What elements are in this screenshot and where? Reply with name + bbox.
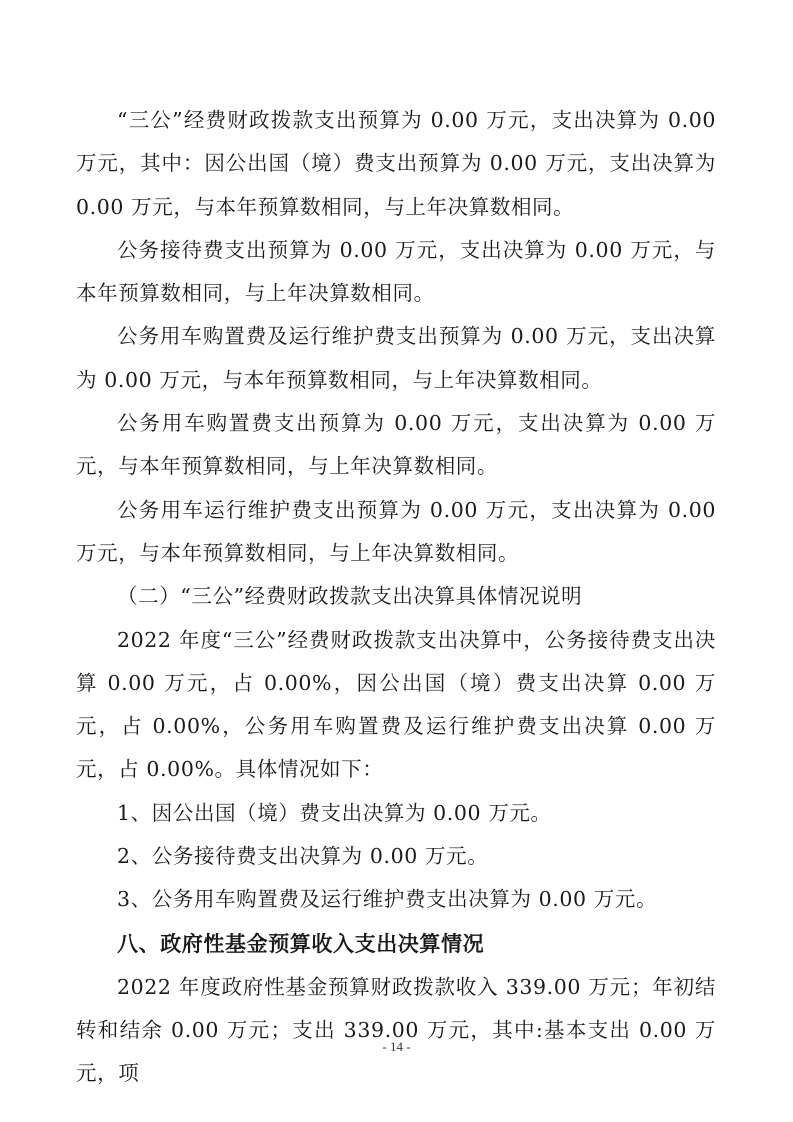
paragraph-vehicle-maintenance: 公务用车运行维护费支出预算为 0.00 万元，支出决算为 0.00 万元，与本年预算数相同，与上年决算数相同。 <box>76 497 716 565</box>
list-item-3: 3、公务用车购置费及运行维护费支出决算为 0.00 万元。 <box>117 887 658 912</box>
list-item-1: 1、因公出国（境）费支出决算为 0.00 万元。 <box>117 800 552 825</box>
paragraph-government-fund: 2022 年度政府性基金预算财政拨款收入 339.00 万元；年初结转和结余 0.00 万元；支出 339.00 万元，其中:基本支出 0.00 万元，项 <box>76 974 716 1086</box>
paragraph-sangong-overview: “三公”经费财政拨款支出预算为 0.00 万元，支出决算为 0.00 万元，其中：因公出国（境）费支出预算为 0.00 万元，支出决算为 0.00 万元，与本年预算数相同，与上年决算数相同。 <box>76 108 716 219</box>
paragraph-2022-breakdown: 2022 年度“三公”经费财政拨款支出决算中，公务接待费支出决算 0.00 万元，占 0.00%，因公出国（境）费支出决算 0.00 万元，占 0.00%，公务用车购置费及运行维护费支出决算 0.00 万元，占 0.00%。具体情况如下： <box>76 627 716 782</box>
section-heading: 八、政府性基金预算收入支出决算情况 <box>117 931 485 956</box>
paragraph-vehicle-total: 公务用车购置费及运行维护费支出预算为 0.00 万元，支出决算为 0.00 万元，与本年预算数相同，与上年决算数相同。 <box>76 324 716 392</box>
page-number: - 14 - <box>382 1039 411 1054</box>
paragraph-reception-expense: 公务接待费支出预算为 0.00 万元，支出决算为 0.00 万元，与本年预算数相同，与上年决算数相同。 <box>76 237 716 306</box>
subsection-title: （二）“三公”经费财政拨款支出决算具体情况说明 <box>117 584 583 609</box>
paragraph-vehicle-purchase: 公务用车购置费支出预算为 0.00 万元，支出决算为 0.00 万元，与本年预算数相同，与上年决算数相同。 <box>76 411 716 479</box>
list-item-2: 2、公务接待费支出决算为 0.00 万元。 <box>117 844 489 869</box>
document-body <box>76 99 716 1096</box>
